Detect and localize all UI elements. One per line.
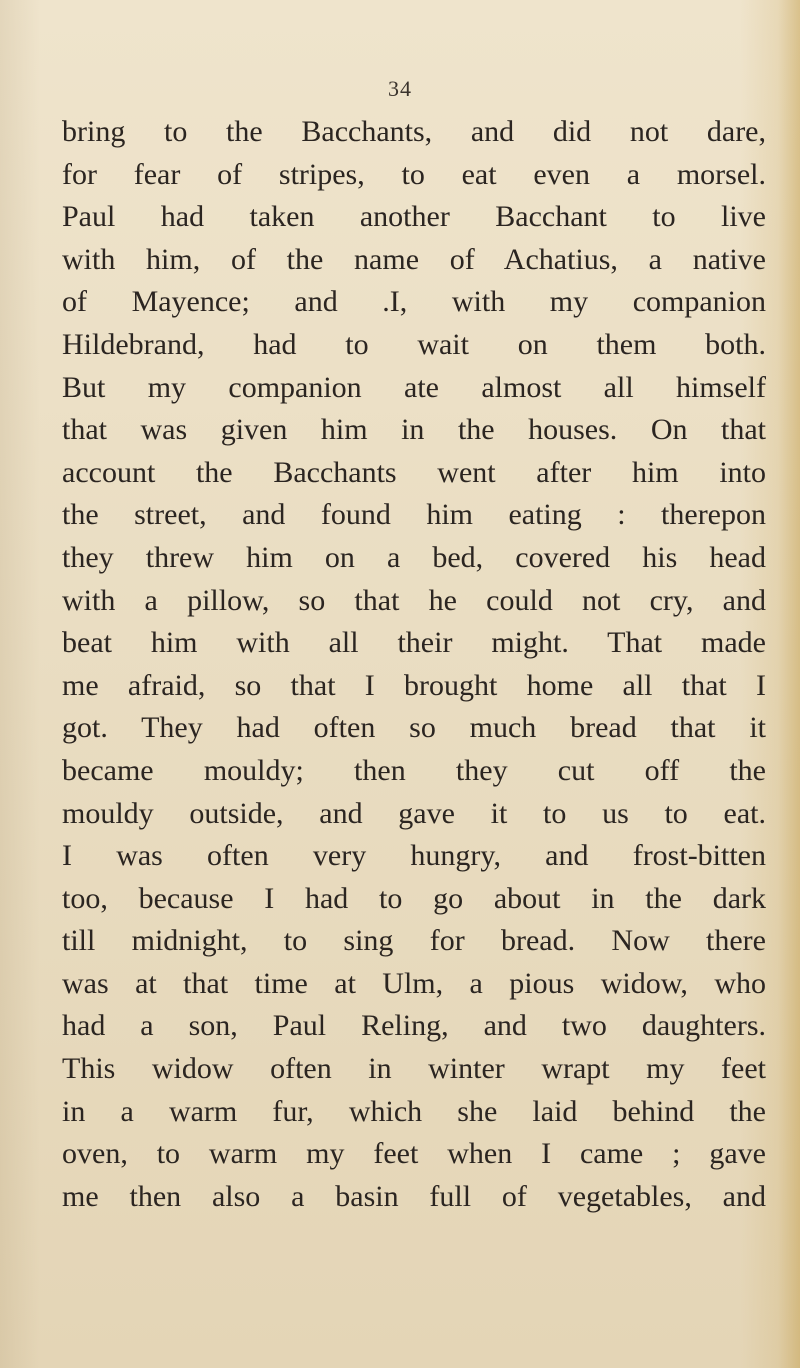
text-line: oven, to warm my feet when I came ; gave <box>62 1137 766 1171</box>
text-line: became mouldy; then they cut off the <box>62 753 766 787</box>
text-line: in a warm fur, which she laid behind the <box>62 1094 766 1128</box>
text-line: bring to the Bacchants, and did not dare, <box>62 115 766 148</box>
text-line: till midnight, to sing for bread. Now there <box>62 924 766 958</box>
text-line: got. They had often so much bread that it <box>62 711 766 745</box>
text-line: beat him with all their might. That made <box>62 626 766 660</box>
text-line: that was given him in the houses. On that <box>62 413 766 447</box>
text-line: I was often very hungry, and frost-bitten <box>62 839 766 873</box>
page-number: 34 <box>388 76 412 101</box>
text-line: was at that time at Ulm, a pious widow, who <box>62 966 766 1000</box>
text-line: But my companion ate almost all himself <box>62 370 766 404</box>
text-line: me then also a basin full of vegetables, and <box>62 1179 766 1213</box>
text-line: they threw him on a bed, covered his head <box>62 540 766 574</box>
text-line: too, because I had to go about in the dark <box>62 881 766 915</box>
text-line: This widow often in winter wrapt my feet <box>62 1052 766 1086</box>
text-line: Hildebrand, had to wait on them both. <box>62 327 766 361</box>
text-line: the street, and found him eating : therepon <box>62 498 766 532</box>
text-line: with a pillow, so that he could not cry, and <box>62 583 766 617</box>
text-line: account the Bacchants went after him into <box>62 455 766 489</box>
text-line: of Mayence; and .I, with my companion <box>62 285 766 319</box>
text-line: me afraid, so that I brought home all that I <box>62 668 766 702</box>
text-line: mouldy outside, and gave it to us to eat. <box>62 796 766 830</box>
text-line: Paul had taken another Bacchant to live <box>62 200 766 234</box>
text-line: for fear of stripes, to eat even a morsel. <box>62 157 766 191</box>
body-text <box>62 111 766 1218</box>
text-line: had a son, Paul Reling, and two daughters. <box>62 1009 766 1043</box>
text-line: with him, of the name of Achatius, a native <box>62 242 766 276</box>
